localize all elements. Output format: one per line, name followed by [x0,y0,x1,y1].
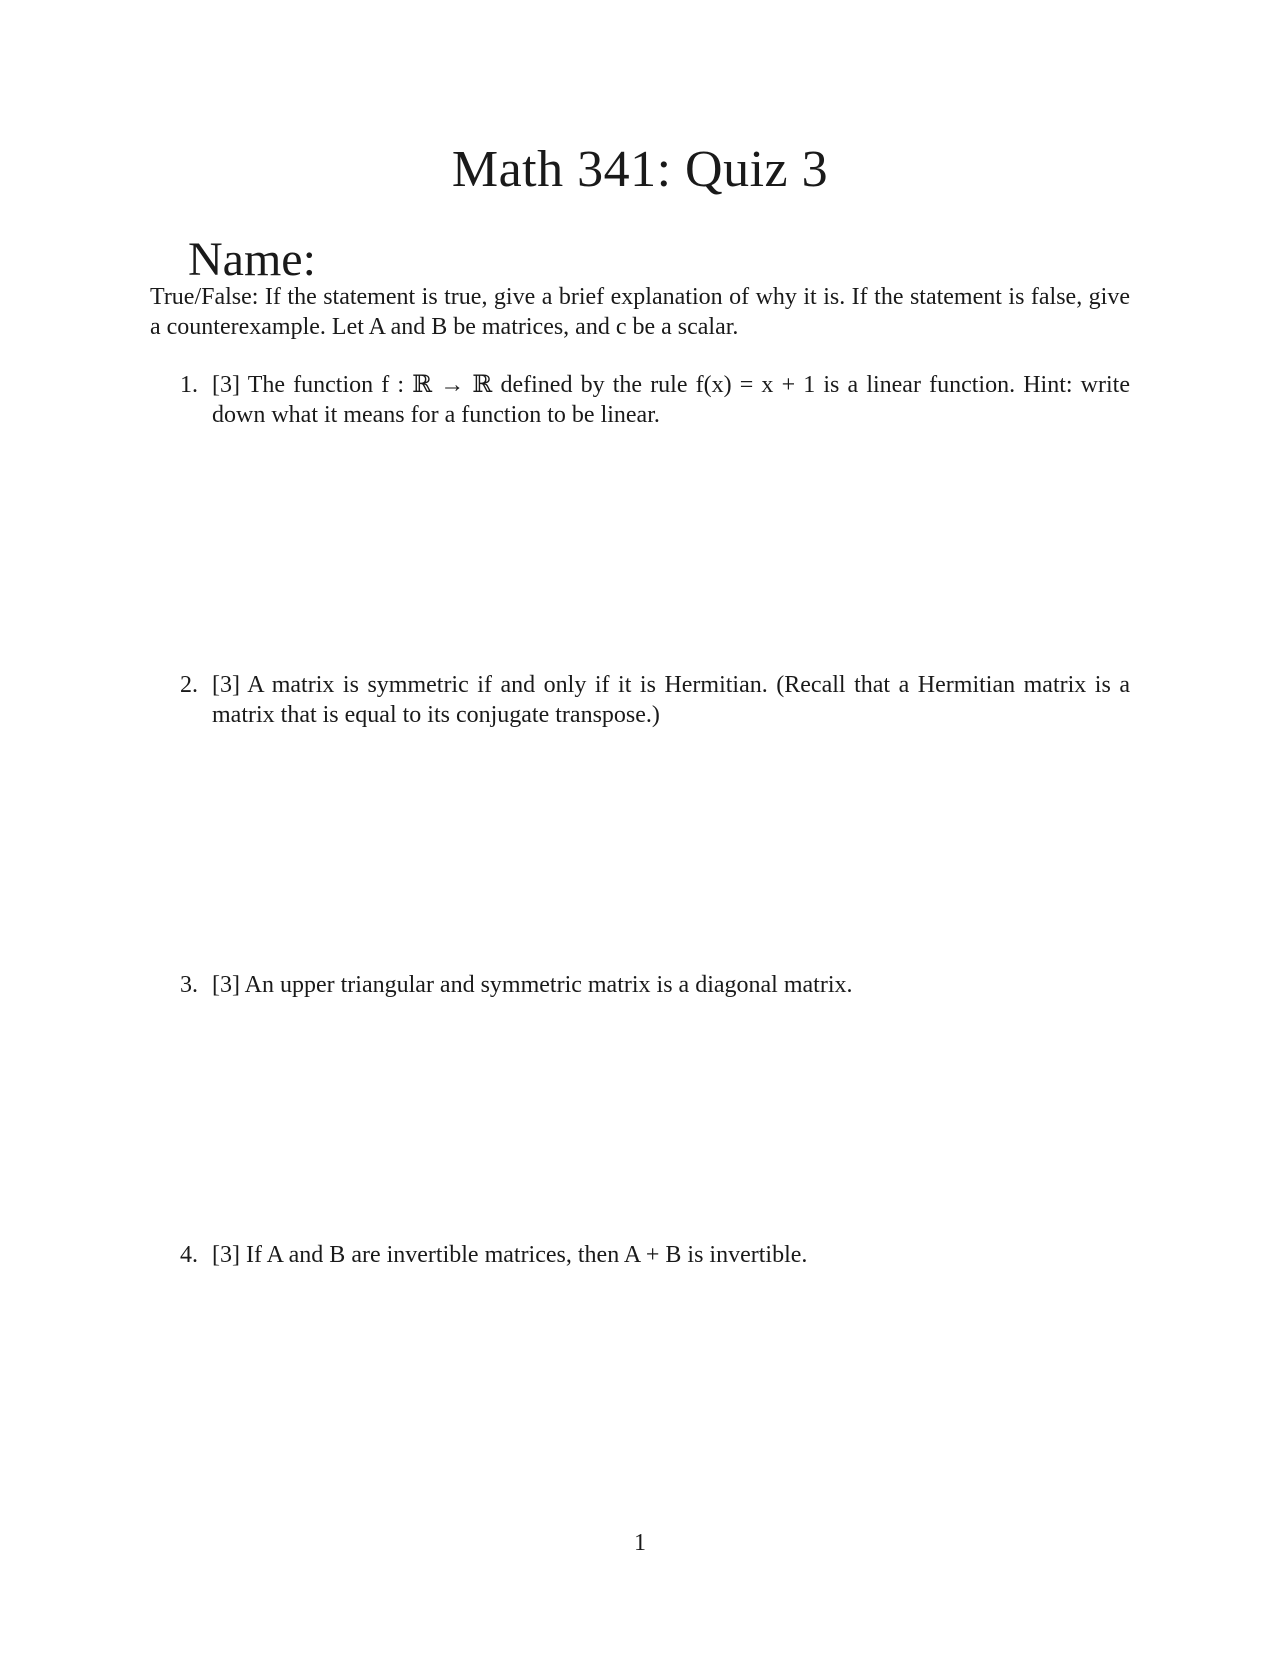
question-number: 1. [180,372,198,398]
question-text: [3] An upper triangular and symmetric matrix is a diagonal matrix. [212,972,853,998]
name-label: Name: [188,233,316,286]
question-text: [3] If A and B are invertible matrices, then A + B is invertible. [212,1242,808,1268]
question-text: [3] The function f : ℝ → ℝ defined by the rule f(x) = x + 1 is a linear function. Hint: write down what it means for a function to be linear. [212,372,1130,428]
instructions-paragraph: True/False: If the statement is true, give a brief explanation of why it is. If the statement is false, give a counterexample. Let A and B be matrices, and c be a scalar. [150,284,1130,340]
question-1 [180,370,1130,430]
question-number: 4. [180,1242,198,1268]
question-number: 3. [180,972,198,998]
question-2 [180,670,1130,730]
question-3 [180,970,1130,1000]
question-4 [180,1240,1130,1270]
question-text: [3] A matrix is symmetric if and only if it is Hermitian. (Recall that a Hermitian matrix is a matrix that is equal to its conjugate transpose.) [212,672,1130,728]
page-number: 1 [634,1530,646,1556]
page-title: Math 341: Quiz 3 [451,141,829,198]
question-number: 2. [180,672,198,698]
